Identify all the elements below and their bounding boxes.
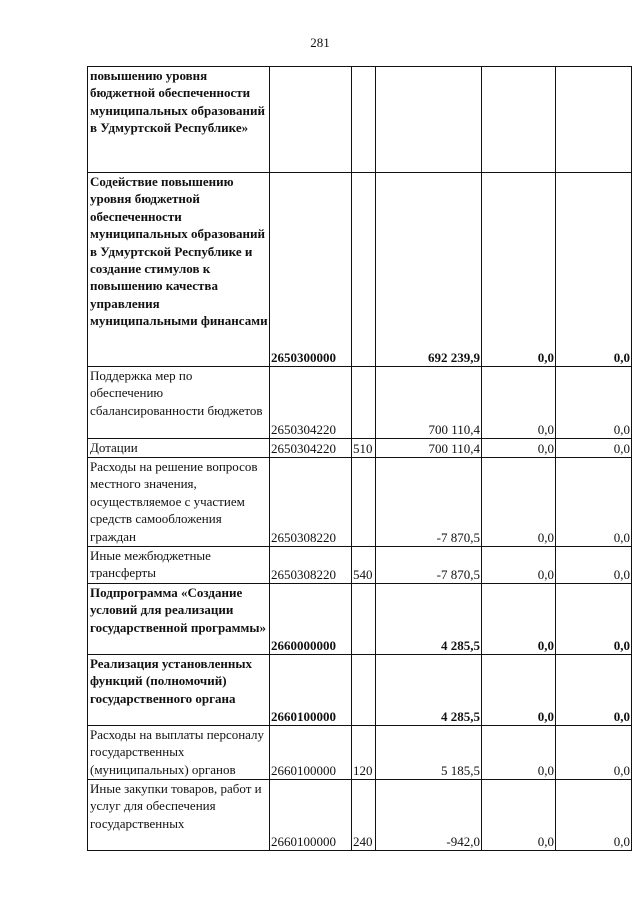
row-code-cell: 2660100000 bbox=[270, 726, 352, 780]
table-row bbox=[88, 726, 632, 780]
row-code-cell: 2650308220 bbox=[270, 458, 352, 547]
row-sum-cell: -7 870,5 bbox=[376, 458, 482, 547]
row-year2-cell: 0,0 bbox=[482, 458, 556, 547]
row-year3-cell: 0,0 bbox=[556, 726, 632, 780]
row-expense-type-cell: 510 bbox=[352, 439, 376, 458]
row-expense-type-cell bbox=[352, 67, 376, 173]
row-code-cell: 2650300000 bbox=[270, 173, 352, 367]
row-year2-cell: 0,0 bbox=[482, 726, 556, 780]
table-row bbox=[88, 439, 632, 458]
row-sum-cell: -942,0 bbox=[376, 780, 482, 851]
row-sum-cell bbox=[376, 67, 482, 173]
row-name-cell: Расходы на решение вопросов местного значения, осуществляемое с участием средств самообложения граждан bbox=[88, 458, 270, 547]
row-name-cell: Расходы на выплаты персоналу государственных (муниципальных) органов bbox=[88, 726, 270, 780]
row-code-cell: 2660100000 bbox=[270, 780, 352, 851]
row-sum-cell: -7 870,5 bbox=[376, 547, 482, 584]
row-sum-cell: 700 110,4 bbox=[376, 367, 482, 439]
row-name-cell: Подпрограмма «Создание условий для реализации государственной программы» bbox=[88, 584, 270, 655]
row-year2-cell: 0,0 bbox=[482, 173, 556, 367]
row-code-cell: 2650304220 bbox=[270, 439, 352, 458]
row-code-cell: 2650304220 bbox=[270, 367, 352, 439]
table-row bbox=[88, 173, 632, 367]
table-row bbox=[88, 367, 632, 439]
row-year3-cell: 0,0 bbox=[556, 780, 632, 851]
row-year3-cell bbox=[556, 67, 632, 173]
row-code-cell: 2660000000 bbox=[270, 584, 352, 655]
table-row bbox=[88, 458, 632, 547]
row-year3-cell: 0,0 bbox=[556, 367, 632, 439]
row-year2-cell: 0,0 bbox=[482, 780, 556, 851]
budget-table bbox=[87, 66, 632, 851]
row-name-cell: Иные межбюджетные трансферты bbox=[88, 547, 270, 584]
row-code-cell bbox=[270, 67, 352, 173]
row-year3-cell: 0,0 bbox=[556, 584, 632, 655]
row-expense-type-cell bbox=[352, 584, 376, 655]
row-name-cell: повышению уровня бюджетной обеспеченности муниципальных образований в Удмуртской Республике» bbox=[88, 67, 270, 173]
row-year2-cell: 0,0 bbox=[482, 584, 556, 655]
row-expense-type-cell: 540 bbox=[352, 547, 376, 584]
row-sum-cell: 4 285,5 bbox=[376, 584, 482, 655]
row-sum-cell: 4 285,5 bbox=[376, 655, 482, 726]
row-code-cell: 2660100000 bbox=[270, 655, 352, 726]
row-expense-type-cell bbox=[352, 458, 376, 547]
row-expense-type-cell bbox=[352, 367, 376, 439]
table-row bbox=[88, 584, 632, 655]
row-name-cell: Поддержка мер по обеспечению сбалансированности бюджетов bbox=[88, 367, 270, 439]
table-row bbox=[88, 547, 632, 584]
table-row bbox=[88, 67, 632, 173]
row-year2-cell: 0,0 bbox=[482, 439, 556, 458]
row-year2-cell: 0,0 bbox=[482, 367, 556, 439]
page-number: 281 bbox=[310, 35, 330, 50]
row-year3-cell: 0,0 bbox=[556, 439, 632, 458]
table-row bbox=[88, 655, 632, 726]
row-expense-type-cell: 240 bbox=[352, 780, 376, 851]
row-expense-type-cell: 120 bbox=[352, 726, 376, 780]
row-name-cell: Иные закупки товаров, работ и услуг для обеспечения государственных bbox=[88, 780, 270, 851]
row-name-cell: Реализация установленных функций (полномочий) государственного органа bbox=[88, 655, 270, 726]
row-sum-cell: 692 239,9 bbox=[376, 173, 482, 367]
row-sum-cell: 5 185,5 bbox=[376, 726, 482, 780]
row-year2-cell: 0,0 bbox=[482, 547, 556, 584]
row-year2-cell bbox=[482, 67, 556, 173]
row-year2-cell: 0,0 bbox=[482, 655, 556, 726]
row-year3-cell: 0,0 bbox=[556, 655, 632, 726]
row-year3-cell: 0,0 bbox=[556, 173, 632, 367]
row-expense-type-cell bbox=[352, 173, 376, 367]
row-code-cell: 2650308220 bbox=[270, 547, 352, 584]
row-name-cell: Дотации bbox=[88, 439, 270, 458]
row-year3-cell: 0,0 bbox=[556, 458, 632, 547]
row-name-cell: Содействие повышению уровня бюджетной обеспеченности муниципальных образований в Удмуртской Республике и создание стимулов к повышению качества управления муниципальными финансами bbox=[88, 173, 270, 367]
row-expense-type-cell bbox=[352, 655, 376, 726]
row-sum-cell: 700 110,4 bbox=[376, 439, 482, 458]
row-year3-cell: 0,0 bbox=[556, 547, 632, 584]
table-row bbox=[88, 780, 632, 851]
